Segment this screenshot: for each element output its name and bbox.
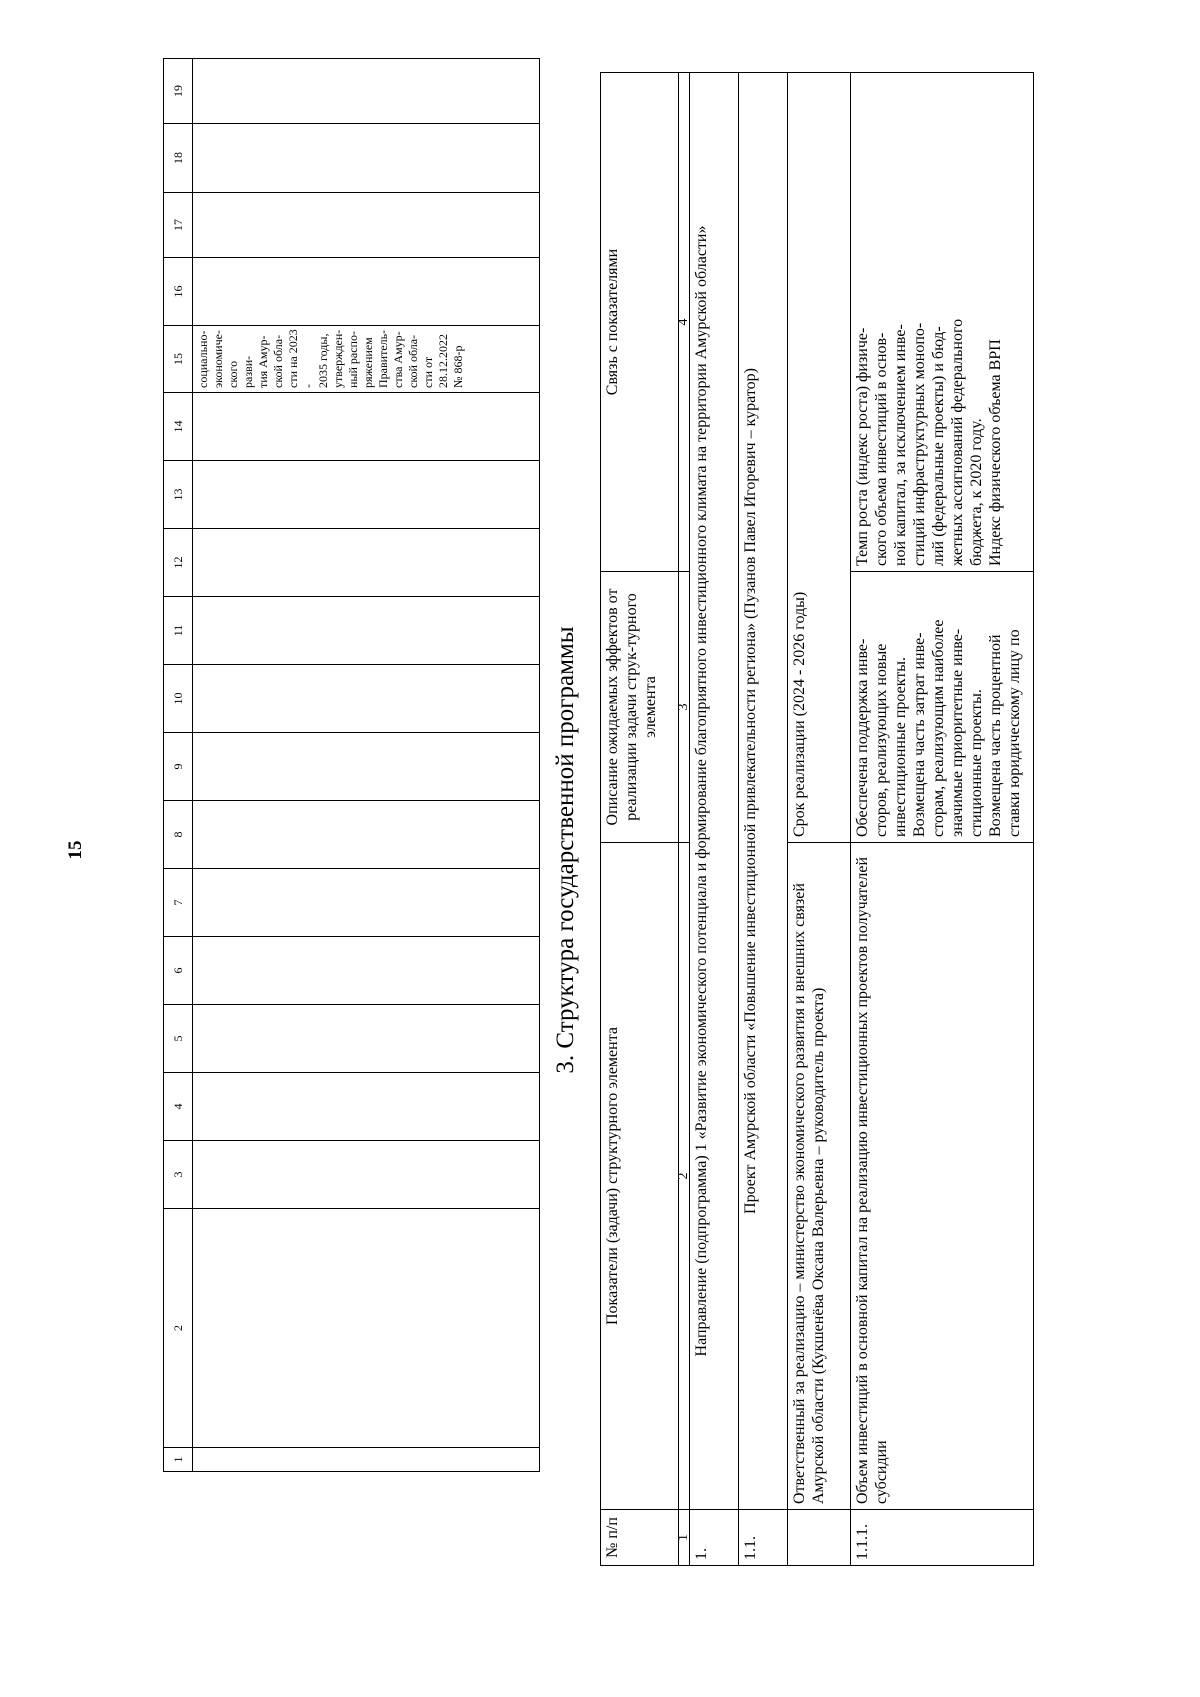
col-number: 2 (679, 843, 690, 1510)
effect-text: Обеспечена поддержка инве- сторов, реализующих новые инвестиционные проекты. Возмещена часть затрат инве- сторам, реализующим наиболее значимые приоритетные инве- стиционные проекты. Возмещена часть процентной ставки юридическому лицу по (851, 572, 1034, 843)
col-number: 6 (164, 937, 193, 1005)
col-number: 11 (164, 597, 193, 665)
table-cell (193, 665, 540, 733)
col-number: 3 (164, 1141, 193, 1209)
table-row (851, 73, 1034, 1566)
col-number: 19 (164, 59, 193, 124)
table-cell (193, 801, 540, 869)
table-cell (788, 1510, 851, 1566)
table-cell (193, 1209, 540, 1448)
row-number: 1.1. (739, 1510, 788, 1566)
row-number: 1.1.1. (851, 1510, 1034, 1566)
col-number: 16 (164, 258, 193, 326)
table-cell (193, 124, 540, 193)
col-number: 15 (164, 326, 193, 393)
column-number-row (164, 59, 193, 1472)
header-tasks: Показатели (задачи) структурного элемента (601, 843, 679, 1510)
page-number: 15 (65, 840, 86, 860)
table-cell (193, 597, 540, 665)
table-cell (193, 258, 540, 326)
col-number: 1 (679, 1510, 690, 1566)
direction-text: Направление (подпрограмма) 1 «Развитие экономического потенциала и формирование благоприятного инвестиционного климата на территории Амурской области» (690, 73, 739, 1510)
table-cell (193, 1073, 540, 1141)
table-cell (193, 529, 540, 597)
col-number: 7 (164, 869, 193, 937)
table-cell (193, 937, 540, 1005)
table-cell (193, 1141, 540, 1209)
responsible-text: Ответственный за реализацию – министерство экономического развития и внешних связей Амурской области (Кукшенёва Оксана Валерьевна – руководитель проекта) (788, 843, 851, 1510)
period-text: Срок реализации (2024 - 2026 годы) (788, 73, 851, 843)
col-number: 8 (164, 801, 193, 869)
table-row (690, 73, 739, 1566)
col-number: 9 (164, 733, 193, 801)
table-cell (193, 461, 540, 529)
col-number: 4 (679, 73, 690, 572)
table-cell (193, 1005, 540, 1073)
column-number-row (679, 73, 690, 1566)
col-number: 17 (164, 193, 193, 258)
col-number: 18 (164, 124, 193, 193)
table-cell (193, 193, 540, 258)
col-number: 14 (164, 393, 193, 461)
continuation-table (163, 58, 540, 1472)
table-row (739, 73, 788, 1566)
header-effects: Описание ожидаемых эффектов от реализации задачи струк-турного элемента (601, 572, 679, 843)
program-structure-table (600, 72, 1034, 1566)
col-number: 4 (164, 1073, 193, 1141)
col-number: 1 (164, 1448, 193, 1472)
col-number: 10 (164, 665, 193, 733)
col-number: 3 (679, 572, 690, 843)
header-num: № п/п (601, 1510, 679, 1566)
section-title: 3. Структура государственной программы (552, 626, 579, 1074)
table-cell (193, 59, 540, 124)
header-row (601, 73, 679, 1566)
table-cell (193, 393, 540, 461)
strategy-reference-cell: социально- экономиче- ского разви- тия Амур- ской обла- сти на 2023 - 2035 годы, утвержден- ный распо- ряжением Правитель- ства Амур- ской обла- сти от 28.12.2022 № 868-р (193, 326, 540, 393)
indicator-link-text: Темп роста (индекс роста) физиче- ского объема инвестиций в основ- ной капитал, за исключением инве- стиций инфраструктурных монопо- лий (федеральные проекты) и бюд- жетных ассигнований федерального бюджета, к 2020 году. Индекс физического объема ВРП (851, 73, 1034, 572)
table-cell (193, 733, 540, 801)
col-number: 2 (164, 1209, 193, 1448)
table-cell (193, 869, 540, 937)
task-text: Объем инвестиций в основной капитал на реализацию инвестиционных проектов получателей субсидии (851, 843, 1034, 1510)
col-number: 12 (164, 529, 193, 597)
header-link: Связь с показателями (601, 73, 679, 572)
col-number: 5 (164, 1005, 193, 1073)
project-text: Проект Амурской области «Повышение инвестиционной привлекательности региона» (Пузанов Павел Игоревич – куратор) (739, 73, 788, 1510)
row-number: 1. (690, 1510, 739, 1566)
col-number: 13 (164, 461, 193, 529)
table-cell (193, 1448, 540, 1472)
table-row (193, 59, 540, 1472)
table-row (788, 73, 851, 1566)
